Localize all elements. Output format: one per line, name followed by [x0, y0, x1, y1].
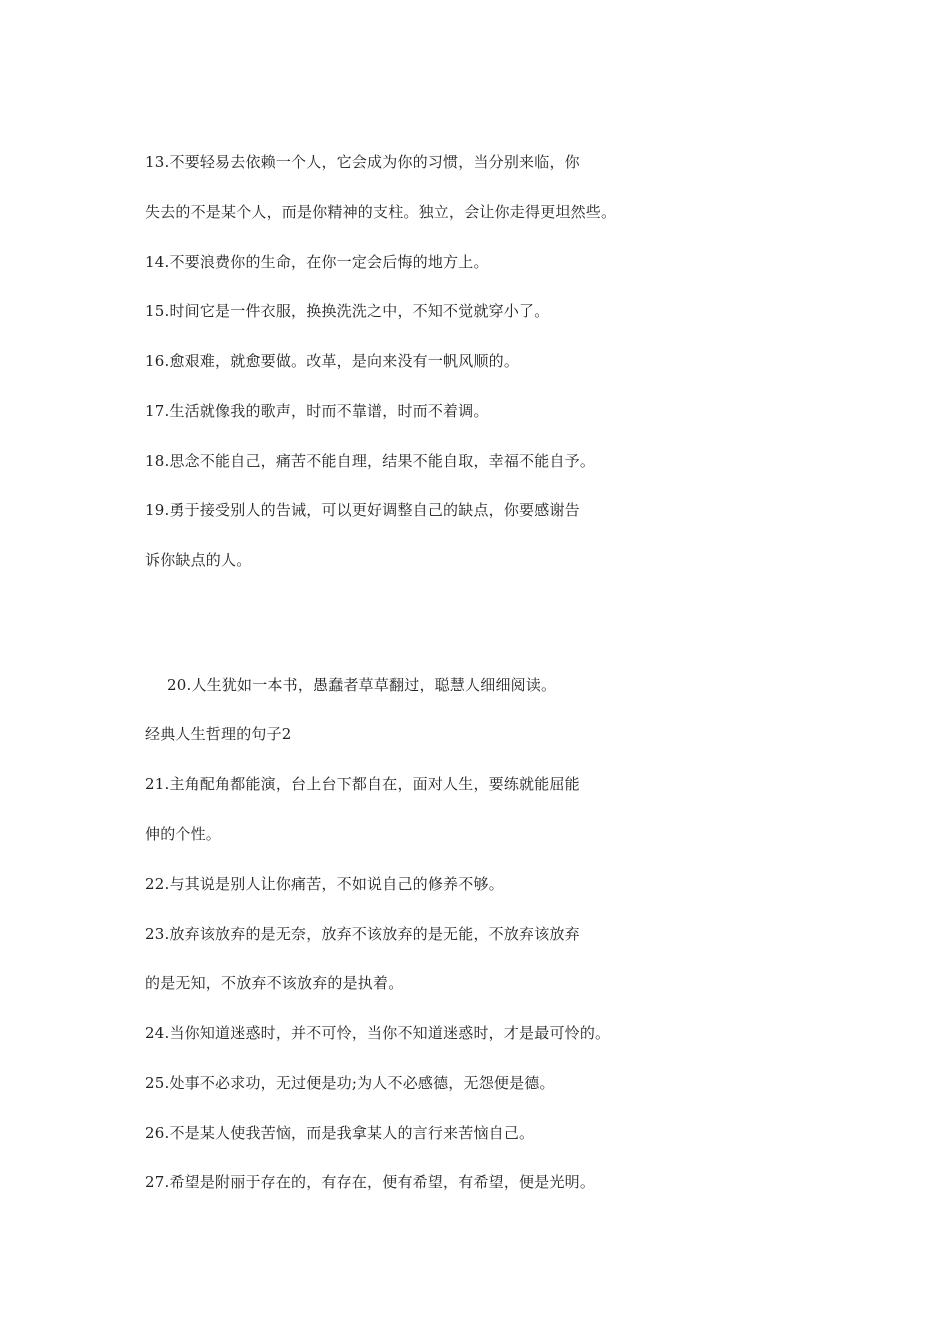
section-heading: 经典人生哲理的句子2 [145, 725, 292, 743]
text-line: 27.希望是附丽于存在的，有存在，便有希望，有希望，便是光明。 [145, 1173, 596, 1191]
text-line: 26.不是某人使我苦恼，而是我拿某人的言行来苦恼自己。 [145, 1124, 535, 1142]
text-line: 失去的不是某个人，而是你精神的支柱。独立，会让你走得更坦然些。 [145, 203, 617, 221]
text-line: 24.当你知道迷惑时，并不可怜，当你不知道迷惑时，才是最可怜的。 [145, 1024, 611, 1042]
text-line: 19.勇于接受别人的告诫，可以更好调整自己的缺点，你要感谢告 [145, 501, 580, 519]
text-line: 22.与其说是别人让你痛苦，不如说自己的修养不够。 [145, 875, 504, 893]
text-line: 诉你缺点的人。 [145, 551, 252, 569]
text-line: 15.时间它是一件衣服，换换洗洗之中，不知不觉就穿小了。 [145, 302, 550, 320]
text-line: 25.处事不必求功，无过便是功;为人不必感德，无怨便是德。 [145, 1074, 555, 1092]
text-line: 18.思念不能自己，痛苦不能自理，结果不能自取，幸福不能自予。 [145, 452, 596, 470]
text-line: 16.愈艰难，就愈要做。改革，是向来没有一帆风顺的。 [145, 352, 520, 370]
text-line: 21.主角配角都能演，台上台下都自在，面对人生，要练就能屈能 [145, 775, 580, 793]
text-line: 13.不要轻易去依赖一个人，它会成为你的习惯，当分别来临，你 [145, 153, 580, 171]
text-line: 17.生活就像我的歌声，时而不靠谱，时而不着调。 [145, 402, 489, 420]
text-line: 伸的个性。 [145, 825, 222, 843]
text-line: 20.人生犹如一本书，愚蠢者草草翻过，聪慧人细细阅读。 [167, 676, 557, 694]
text-line: 14.不要浪费你的生命，在你一定会后悔的地方上。 [145, 253, 489, 271]
text-line: 的是无知，不放弃不该放弃的是执着。 [145, 974, 404, 992]
text-line: 23.放弃该放弃的是无奈，放弃不该放弃的是无能，不放弃该放弃 [145, 925, 580, 943]
